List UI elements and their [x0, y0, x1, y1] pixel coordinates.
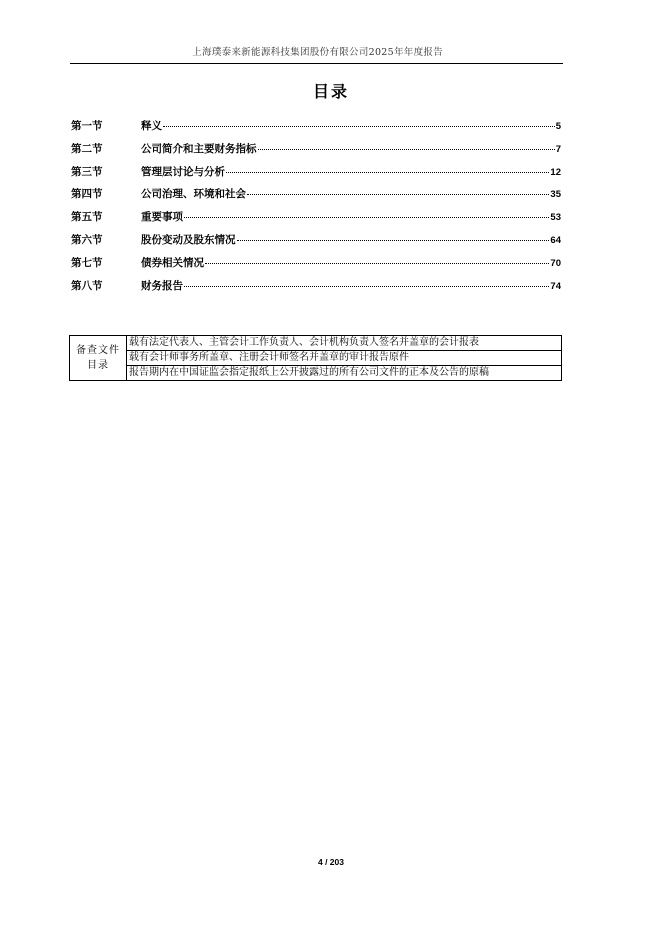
toc-section-number: 第八节 [71, 279, 103, 292]
toc-section-title: 释义 [141, 120, 162, 132]
toc-page-number: 64 [550, 234, 561, 246]
toc-entry[interactable] [71, 141, 561, 164]
toc-section-number: 第六节 [71, 233, 103, 246]
table-row [70, 336, 562, 351]
toc-section-number: 第四节 [71, 188, 103, 201]
toc-page-number: 12 [550, 166, 561, 178]
toc-section-number: 第五节 [71, 211, 103, 224]
toc-leader-dots [184, 217, 549, 218]
toc-section-title: 重要事项 [141, 211, 183, 224]
toc-page-number: 5 [555, 121, 561, 132]
toc-section-title: 管理层讨论与分析 [141, 165, 225, 178]
reference-files-table [69, 335, 562, 381]
toc-entry[interactable] [71, 164, 561, 187]
toc-page-number: 70 [550, 257, 561, 269]
toc-leader-dots [258, 149, 555, 150]
table-row [70, 351, 562, 366]
toc-section-title: 财务报告 [141, 279, 183, 292]
toc-leader-dots [237, 240, 550, 241]
toc-page-number: 74 [550, 280, 561, 292]
toc-page-number: 35 [550, 189, 561, 201]
toc-leader-dots [205, 263, 549, 264]
reference-file-item: 载有会计师事务所盖章、注册会计师签名并盖章的审计报告原件 [127, 351, 562, 366]
toc-entry[interactable] [71, 278, 561, 301]
toc-entry[interactable] [71, 209, 561, 232]
page-number: 4 / 203 [318, 857, 344, 867]
reference-files-label: 备查文件目录 [70, 336, 127, 381]
toc-title: 目录 [312, 82, 349, 101]
toc-entry[interactable] [71, 186, 561, 209]
reference-file-item: 载有法定代表人、主管会计工作负责人、会计机构负责人签名并盖章的会计报表 [127, 336, 562, 351]
page-header [70, 47, 563, 64]
toc-entry[interactable] [71, 255, 561, 278]
toc-leader-dots [163, 126, 555, 127]
toc-page-number: 7 [555, 143, 561, 155]
toc-leader-dots [247, 194, 549, 195]
toc-entry[interactable] [71, 232, 561, 255]
reference-file-item: 报告期内在中国证监会指定报纸上公开披露过的所有公司文件的正本及公告的原稿 [127, 366, 562, 381]
toc-leader-dots [184, 286, 549, 287]
toc-section-number: 第二节 [71, 142, 103, 155]
toc-section-number: 第三节 [71, 165, 103, 178]
toc-page-number: 53 [550, 212, 561, 224]
toc-entry[interactable] [71, 118, 561, 141]
toc-section-title: 公司治理、环境和社会 [141, 188, 246, 201]
toc-section-number: 第七节 [71, 256, 103, 269]
toc-section-number: 第一节 [71, 120, 103, 132]
toc-section-title: 债券相关情况 [141, 256, 204, 269]
table-of-contents [71, 118, 561, 300]
toc-leader-dots [226, 172, 549, 173]
toc-section-title: 公司简介和主要财务指标 [141, 142, 257, 155]
toc-section-title: 股份变动及股东情况 [141, 233, 236, 246]
table-row [70, 366, 562, 381]
report-title: 上海璞泰来新能源科技集团股份有限公司2025年年度报告 [192, 47, 443, 58]
